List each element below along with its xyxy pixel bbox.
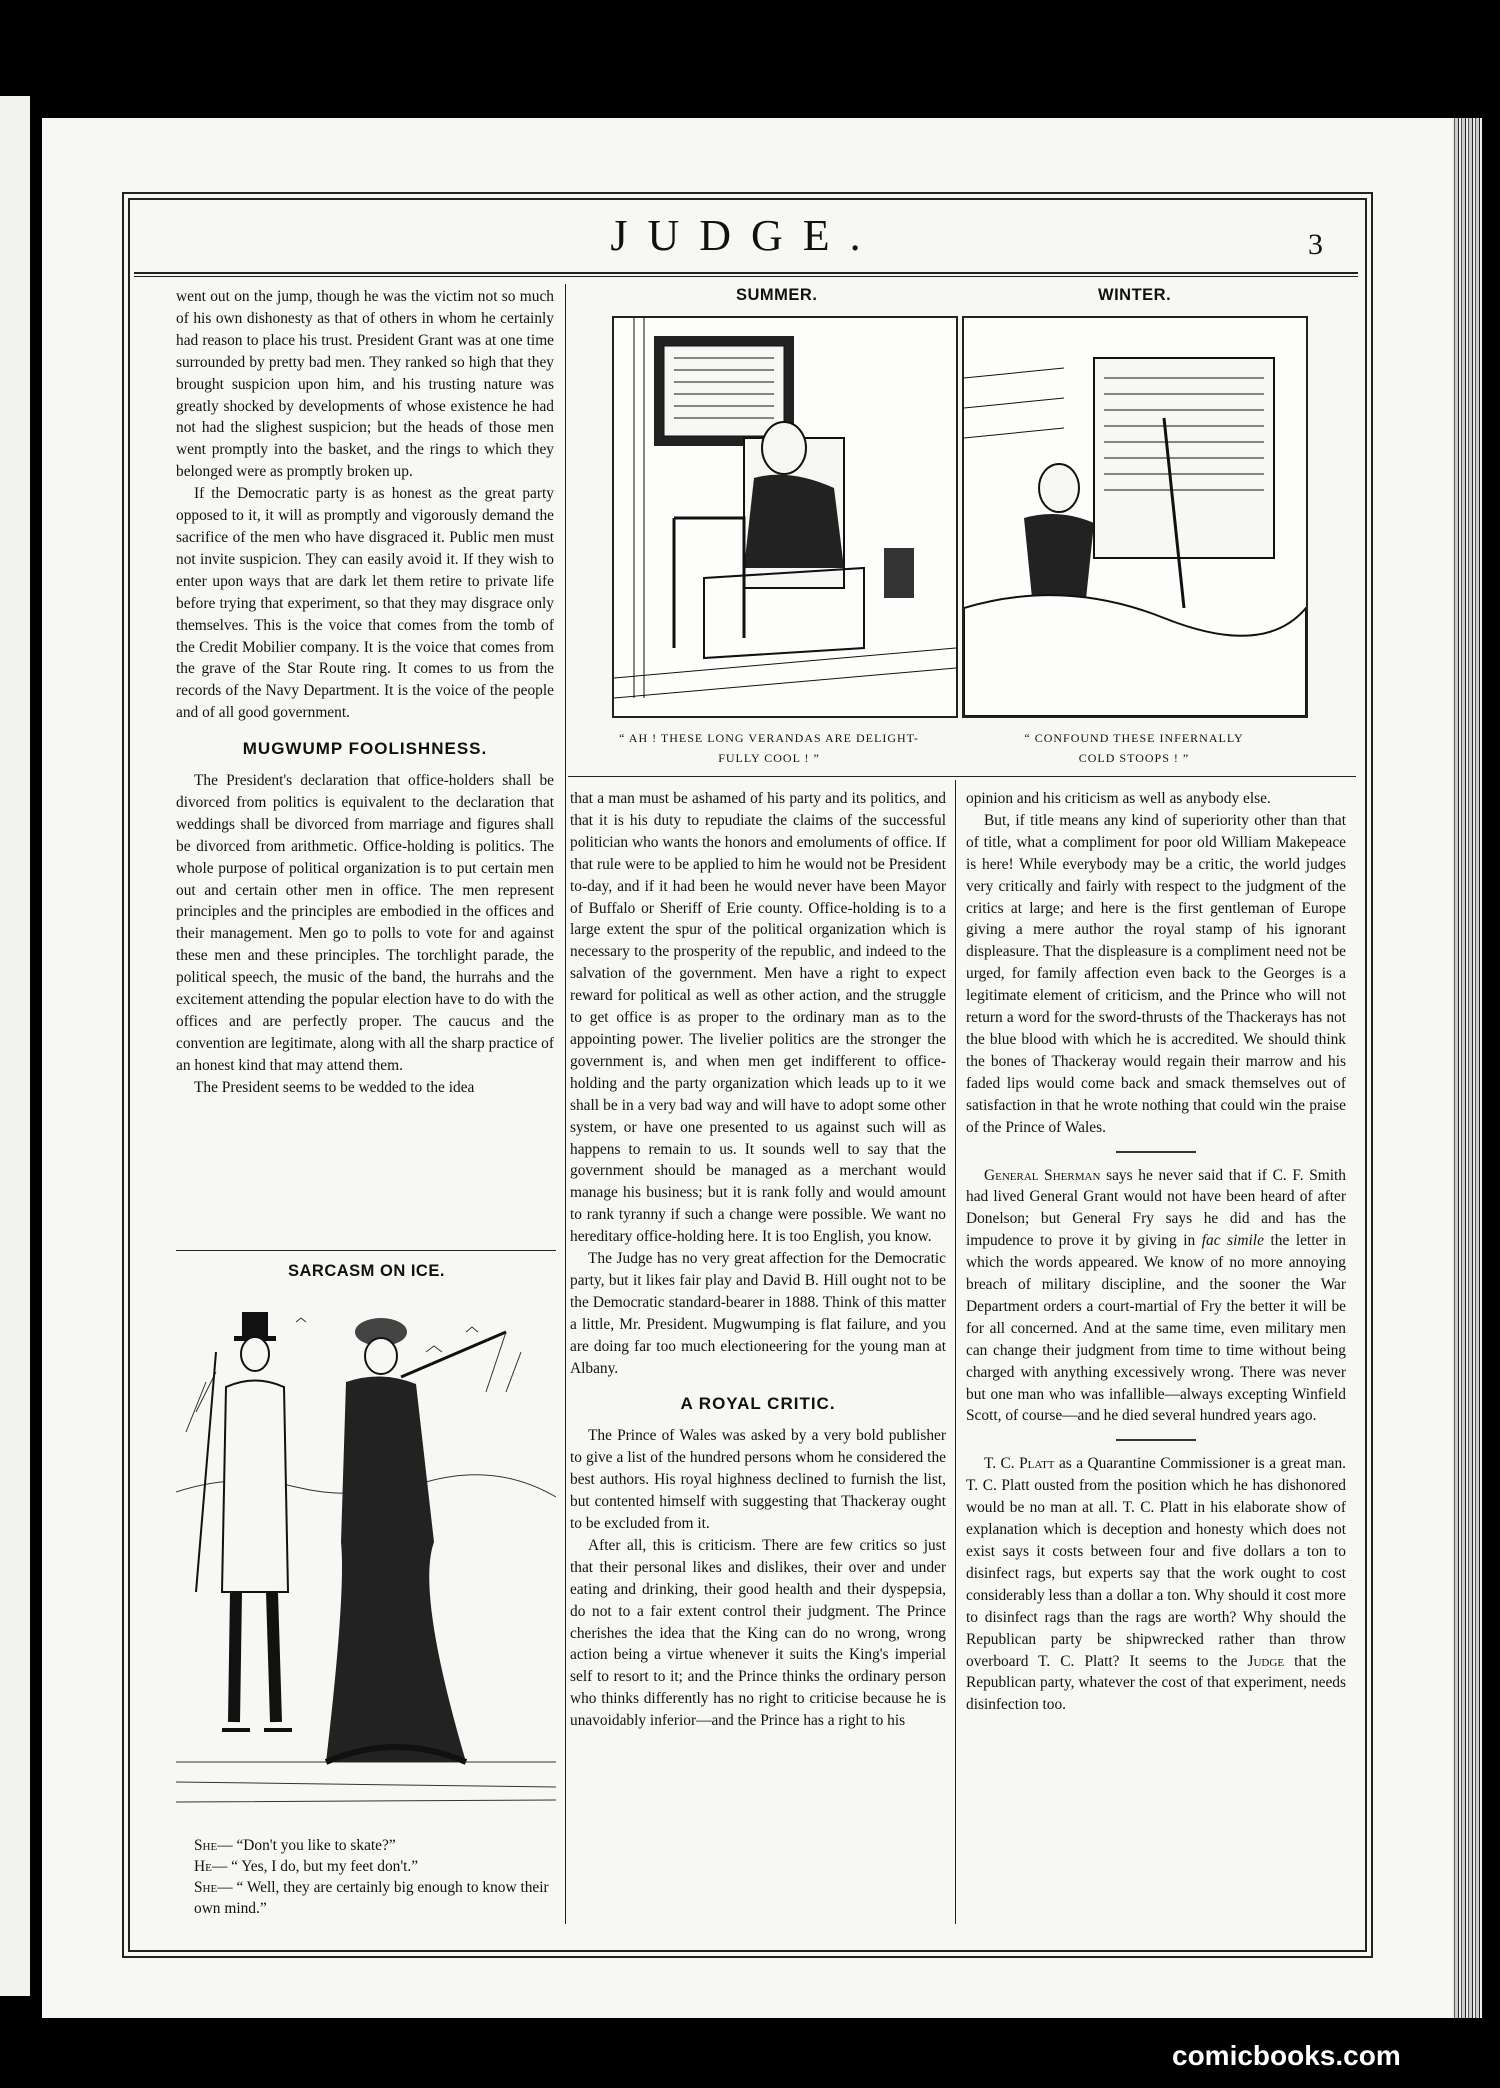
page-number: 3 <box>1308 228 1323 261</box>
paragraph: But, if title means any kind of superiority other than that of title, what a compliment for poor old William Makepeace is here! While everybody may be a critic, the world judges very critically and fairly with respect to the judgment of the critics at large; and here is the first gentleman of Europe giving a mere author the royal stamp of his ignorant displeasure. That the displeasure is a compliment need not be urged, for family affection even back to the Georges is a legitimate element of criticism, and the Prince who will not return a word for the sword-thrusts of the Thackerays has not the blue blood with which he is accredited. We should think the bones of Thackeray would regain their marrow and his faded lips would come back and smack themselves out of satisfaction in that he wrote nothing that could win the praise of the Prince of Wales. <box>966 811 1346 1136</box>
dialogue-line <box>194 1835 554 1856</box>
section-rule <box>176 1250 556 1251</box>
column-2 <box>570 788 946 1732</box>
dialogue-line <box>194 1856 554 1877</box>
paragraph: If the Democratic party is as honest as the great party opposed to it, it will as promptly and vigorously demand the sacrifice of the men who have disgraced it. Public men must not invite suspicion. They can easily avoid it. If they wish to enter upon ways that are dark let them retire to private life before trying that experiment, so that they may disgrace only themselves. This is the voice that comes from the tomb of the Credit Mobilier company. It is the voice that comes from the grave of the Star Route ring. It comes to us from the records of the Navy Department. It is the voice of the people and of all good government. <box>176 485 554 722</box>
caption-line: “ CONFOUND THESE INFERNALLY <box>1024 731 1244 745</box>
summer-caption <box>586 728 952 768</box>
winter-caption <box>970 728 1298 768</box>
caption-line: FULLY COOL ! ” <box>718 751 820 765</box>
facing-page-edge <box>0 96 30 1996</box>
separator <box>1116 1151 1196 1153</box>
caption-line: “ AH ! THESE LONG VERANDAS ARE DELIGHT- <box>619 731 919 745</box>
heading-mugwump: MUGWUMP FOOLISHNESS. <box>242 739 488 759</box>
line-text: — “ Yes, I do, but my feet don't.” <box>211 1858 419 1875</box>
binding-edge <box>1452 118 1482 2018</box>
speaker: She <box>194 1879 218 1896</box>
paragraph: The Judge has no very great affection for the Democratic party, but it likes fair play and David B. Hill ought not to be the Democratic standard-bearer in 1888. Think of this matter a little, Mr. President. Mugwumping is flat failure, and you are doing far too much electioneering for the young man at Albany. <box>570 1250 946 1377</box>
dialogue-line <box>194 1877 554 1919</box>
paragraph: The President seems to be wedded to the idea <box>194 1078 475 1096</box>
paragraph: The President's declaration that office-holders shall be divorced from politics is equivalent to the declaration that weddings shall be divorced from marriage and figures shall be divorced from arithmetic. Office-holding is politics. The whole purpose of political organization is to put certain men out and certain other men in office. The men represent principles and the principles are embodied in the offices and their management. Men go to polls to vote for and against these men and these principles. The torchlight parade, the political speech, the music of the band, the hurrahs and the excitement attending the popular election have to do with the offices and are perfectly proper. The caucus and the convention are legitimate, along with all the sharp practice of an honest kind that may attend them. <box>176 772 554 1074</box>
summer-illustration <box>612 316 958 718</box>
text: the letter in which the words appeared. We know of no more annoying breach of military discipline, and the sooner the War Department orders a court-martial of Fry the better it will be for all concerned. And at the same time, even military men can change their judgment from time to time without being charged with anything excessively wrong. There was never but one man who was infallible—always excepting Winfield Scott, of course—and he died several hundred years ago. <box>966 1232 1346 1425</box>
header-rule <box>134 272 1358 274</box>
summer-title: SUMMER. <box>736 286 818 304</box>
caption-line: COLD STOOPS ! ” <box>1078 751 1190 765</box>
heading-royal-critic: A ROYAL CRITIC. <box>680 1394 836 1414</box>
line-text: — “Don't you like to skate?” <box>217 1837 396 1854</box>
judge-word: Judge <box>1247 1652 1285 1670</box>
column-3 <box>966 788 1346 1716</box>
column-rule-2 <box>955 780 956 1924</box>
sarcasm-title: SARCASM ON ICE. <box>288 1262 445 1280</box>
platt-lead: T. C. Platt <box>984 1455 1055 1473</box>
header-rule-thin <box>134 276 1358 277</box>
watermark: comicbooks.com <box>1172 2040 1401 2071</box>
text: says he never said that if C. F. Smith had lived General Grant would not have been heard of after Donelson; but General Fry says he did and has the impudence to prove it by giving in <box>966 1166 1346 1250</box>
winter-title: WINTER. <box>1098 286 1172 304</box>
masthead: JUDGE. <box>610 211 881 260</box>
line-text: — “ Well, they are certainly big enough to know their own mind.” <box>194 1879 549 1917</box>
summer-drawing <box>614 318 956 716</box>
paragraph: opinion and his criticism as well as anybody else. <box>966 790 1271 807</box>
paragraph-platt <box>966 1453 1346 1716</box>
skaters-drawing <box>176 1292 556 1830</box>
sherman-lead: General Sherman <box>984 1166 1101 1184</box>
column-1 <box>176 286 554 1099</box>
text: that the Republican party, whatever the cost of that experiment, needs disinfection too. <box>966 1652 1347 1714</box>
paragraph-sherman <box>966 1165 1346 1428</box>
speaker: He <box>194 1858 212 1875</box>
cartoon-bottom-rule <box>568 776 1356 777</box>
winter-illustration <box>962 316 1308 718</box>
italic-text: fac simile <box>1201 1232 1264 1250</box>
speaker: She <box>194 1837 218 1854</box>
winter-drawing <box>964 318 1306 716</box>
text: as a Quarantine Commissioner is a great man. T. C. Platt ousted from the position which he has dishonored would be no man at all. T. C. Platt in his elaborate show of explanation which is deception and honesty which does not exist says it costs between four and five dollars a ton to disinfect rags, but experts say that the work ought to cost considerably less than a dollar a ton. Why should it cost more to disinfect rags than the rags are worth? Why should the Republican party be shipwrecked rather than throw overboard T. C. Platt? It seems to the <box>966 1455 1346 1670</box>
paragraph: After all, this is criticism. There are few critics so just that their personal likes and dislikes, their over and under eating and drinking, their good health and their dyspepsia, do not to a fair extent control their judgment. The Prince cherishes the idea that the King can do no wrong, wrong action being a virtue whenever it suits the King's imperial self to resort to it; and the Prince thinks the ordinary person who thinks differently has no right to criticise because he is unavoidably inferior—and the Prince has a right to his <box>570 1536 946 1730</box>
paragraph: that a man must be ashamed of his party and its politics, and that it is his duty to repudiate the claims of the successful politician who wants the honors and emoluments of office. If that rule were to be applied to him he would not be President to-day, and if it had been he would never have been Mayor of Buffalo or Sheriff of Erie county. Office-holding is to a large extent the spur of the political organization which is necessary to the prosperity of the republic, and indeed to the salvation of the government. Men have a right to expect reward for political as well as other action, and the struggle to get office is as proper to the ordinary man as to the appointing power. The livelier politics are the stronger the government is, and when men get indifferent to office-holding and the party organization which leads up to it we shall be in a very bad way and will have to adopt some other system, or have one presented to us against such will as happens to remain to us. It sounds well to say that the government should be managed as a merchant would manage his business; but it is rank folly and would amount to rank tyranny if such a change were possible. We want no hereditary office-holding here. It is too English, you know. <box>570 790 946 1246</box>
column-rule-1 <box>565 284 566 1924</box>
paragraph: went out on the jump, though he was the victim not so much of his own dishonesty as that of others in whom he certainly had reason to place his trust. President Grant was at one time surrounded by pretty bad men. They ranked so high that they brought suspicion upon him, and his trusting nature was greatly shocked by developments of whose existence he had not had the slighest suspicion; but the heads of those men went promptly into the basket, and the rings to which they belonged were as promptly broken up. <box>176 288 554 481</box>
sarcasm-dialogue <box>194 1835 554 1919</box>
paragraph: The Prince of Wales was asked by a very bold publisher to give a list of the hundred persons whom he considered the best authors. His royal highness declined to furnish the list, but contented himself with suggesting that Thackeray ought to be excluded from it. <box>570 1427 946 1532</box>
separator <box>1116 1439 1196 1441</box>
skating-illustration <box>176 1292 556 1830</box>
